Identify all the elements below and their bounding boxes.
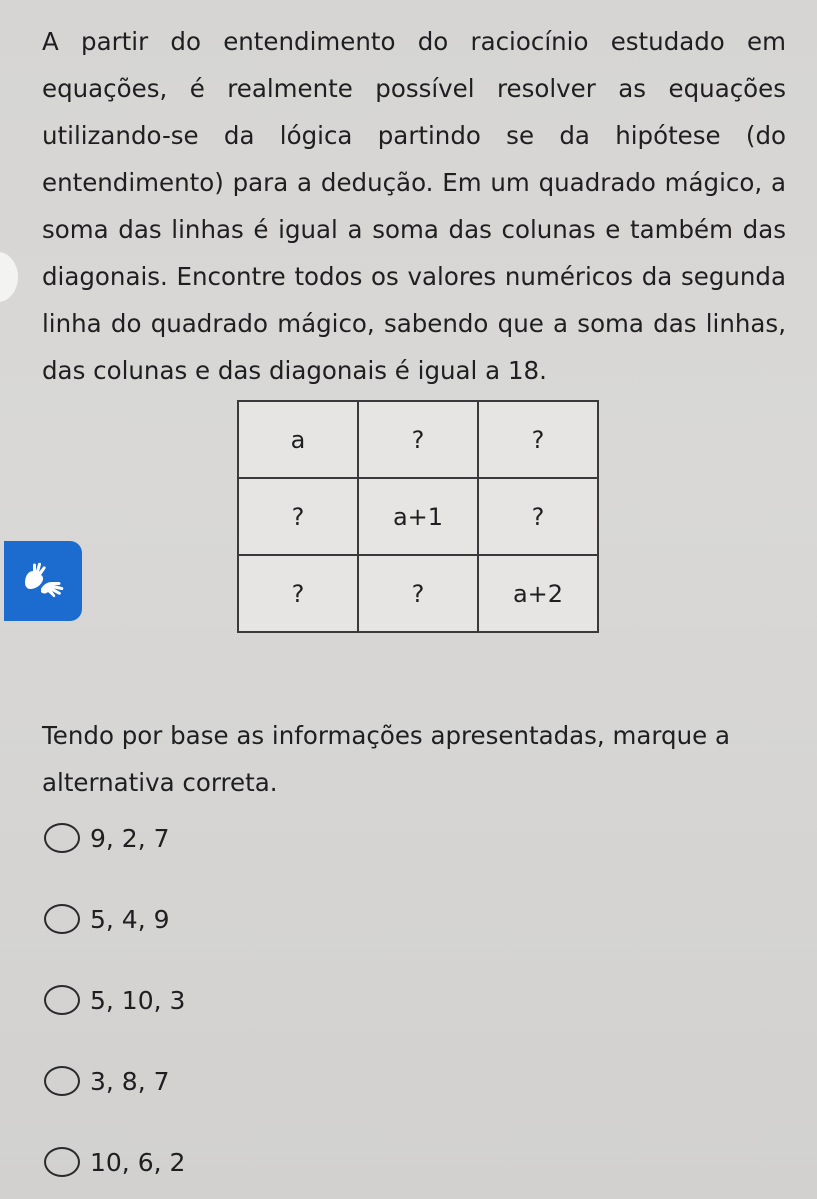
magic-square-cell: a+1 [358, 478, 478, 555]
side-bubble [0, 252, 18, 302]
prompt-text: Tendo por base as informações apresentadas, marque a alternativa correta. [42, 721, 730, 797]
question-text: A partir do entendimento do raciocínio estudado em equações, é realmente possível resolver as equações utilizando-se da lógica partindo se da hipótese (do entendimento) para a dedução. Em um quadrado mágico, a soma das linhas é igual a soma das colunas e também das diagonais. Encontre todos os valores numéricos da segunda linha do quadrado mágico, sabendo que a soma das linhas, das colunas e das diagonais é igual a 18. [42, 27, 786, 385]
option-label: 3, 8, 7 [90, 1066, 170, 1096]
radio-button[interactable] [44, 985, 80, 1015]
magic-square-row-2 [238, 478, 598, 555]
magic-square-cell: ? [478, 401, 598, 478]
option-2[interactable] [44, 904, 170, 934]
option-label: 9, 2, 7 [90, 823, 170, 853]
sign-language-button[interactable] [4, 541, 82, 621]
sign-language-hands-icon [19, 561, 67, 601]
option-4[interactable] [44, 1066, 170, 1096]
radio-button[interactable] [44, 1147, 80, 1177]
option-label: 5, 4, 9 [90, 904, 170, 934]
option-label: 5, 10, 3 [90, 985, 186, 1015]
magic-square-cell: ? [358, 401, 478, 478]
magic-square-cell: ? [358, 555, 478, 632]
magic-square-row-3 [238, 555, 598, 632]
magic-square-cell: a [238, 401, 358, 478]
radio-button[interactable] [44, 823, 80, 853]
option-1[interactable] [44, 823, 170, 853]
option-5[interactable] [44, 1147, 185, 1177]
magic-square-cell: ? [478, 478, 598, 555]
magic-square-table [237, 400, 599, 633]
magic-square-cell: ? [238, 478, 358, 555]
radio-button[interactable] [44, 904, 80, 934]
magic-square-row-1 [238, 401, 598, 478]
magic-square-cell: a+2 [478, 555, 598, 632]
option-3[interactable] [44, 985, 185, 1015]
option-label: 10, 6, 2 [90, 1147, 186, 1177]
magic-square-cell: ? [238, 555, 358, 632]
radio-button[interactable] [44, 1066, 80, 1096]
